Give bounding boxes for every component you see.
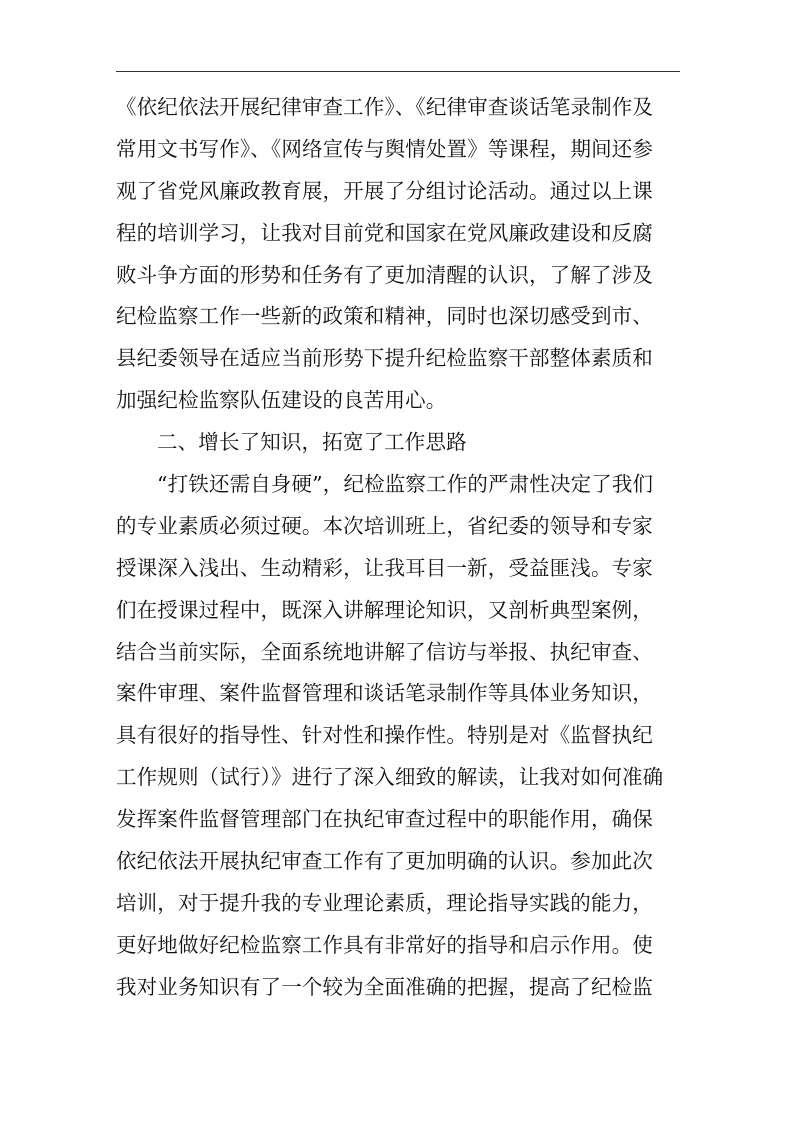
body-text-line: “打铁还需自身硬”，纪检监察工作的严肃性决定了我们	[157, 472, 654, 497]
body-text-line: 我对业务知识有了一个较为全面准确的把握，提高了纪检监	[116, 974, 653, 999]
body-text-line: 加强纪检监察队伍建设的良苦用心。	[116, 388, 447, 413]
document-body	[116, 87, 680, 1009]
body-text-line: 依纪依法开展执纪审查工作有了更加明确的认识。参加此次	[116, 849, 653, 874]
body-text-line: 具有很好的指导性、针对性和操作性。特别是对《监督执纪	[116, 723, 653, 748]
body-text-line: 常用文书写作》、《网络宣传与舆情处置》等课程，期间还参	[116, 136, 654, 161]
body-text-line: 更好地做好纪检监察工作具有非常好的指导和启示作用。使	[116, 932, 653, 957]
body-text-line: 败斗争方面的形势和任务有了更加清醒的认识，了解了涉及	[116, 262, 653, 287]
body-text-line: 程的培训学习，让我对目前党和国家在党风廉政建设和反腐	[116, 220, 653, 245]
body-text-line: 授课深入浅出、生动精彩，让我耳目一新，受益匪浅。专家	[116, 555, 653, 580]
body-text-line: 们在授课过程中，既深入讲解理论知识，又剖析典型案例，	[116, 597, 653, 622]
body-text-line: 工作规则（试行）》进行了深入细致的解读，让我对如何准确	[116, 765, 664, 790]
body-text-line: 案件审理、案件监督管理和谈话笔录制作等具体业务知识，	[116, 681, 653, 706]
body-text-line: 结合当前实际，全面系统地讲解了信访与举报、执纪审查、	[116, 639, 653, 664]
body-text-line: 发挥案件监督管理部门在执纪审查过程中的职能作用，确保	[116, 807, 653, 832]
body-text-line: 县纪委领导在适应当前形势下提升纪检监察干部整体素质和	[116, 346, 653, 371]
header-rule	[116, 71, 680, 72]
body-text-line: 《依纪依法开展纪律审查工作》、《纪律审查谈话笔录制作及	[116, 95, 654, 119]
body-text-line: 观了省党风廉政教育展，开展了分组讨论活动。通过以上课	[116, 178, 653, 203]
section-heading: 二、增长了知识，拓宽了工作思路	[157, 430, 467, 455]
body-text-line: 培训，对于提升我的专业理论素质，理论指导实践的能力，	[116, 890, 653, 915]
body-text-line: 的专业素质必须过硬。本次培训班上，省纪委的领导和专家	[116, 513, 653, 538]
body-text-line: 纪检监察工作一些新的政策和精神，同时也深切感受到市、	[116, 304, 653, 329]
